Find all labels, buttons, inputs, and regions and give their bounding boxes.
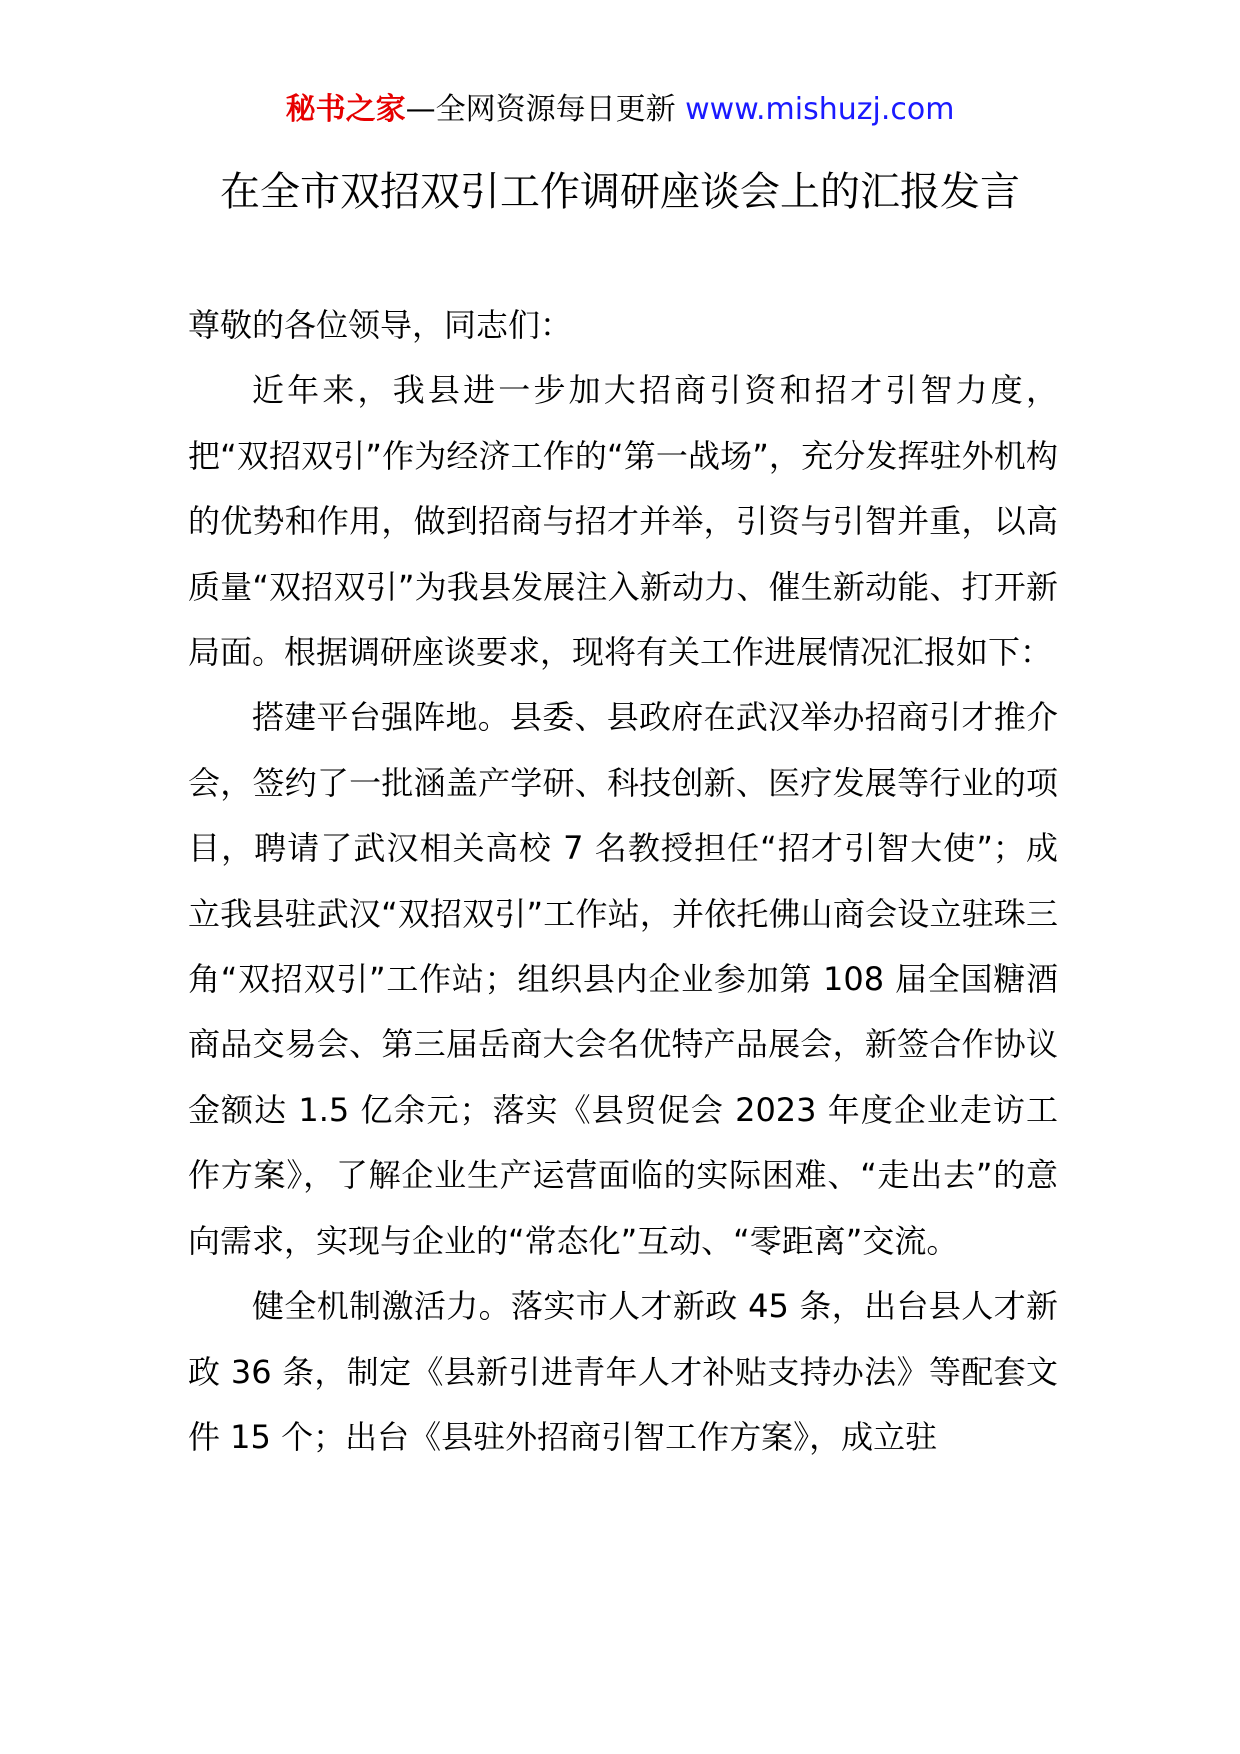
paragraph-mechanism: 健全机制激活力。落实市人才新政 45 条，出台县人才新政 36 条，制定《县新引进青年人才补贴支持办法》等配套文件 15 个；出台《县驻外招商引智工作方案》，成立驻 (188, 1287, 1058, 1456)
paragraph-intro: 近年来，我县进一步加大招商引资和招才引智力度，把“双招双引”作为经济工作的“第一战场”，充分发挥驻外机构的优势和作用，做到招商与招才并举，引资与引智并重，以高质量“双招双引”为我县发展注入新动力、催生新动能、打开新局面。根据调研座谈要求，现将有关工作进展情况汇报如下： (188, 371, 1058, 672)
banner-url-link[interactable]: www.mishuzj.com (685, 92, 955, 127)
site-banner (0, 90, 1240, 130)
banner-slogan: —全网资源每日更新 (405, 92, 676, 127)
salutation: 尊敬的各位领导，同志们： (188, 306, 573, 344)
document-title: 在全市双招双引工作调研座谈会上的汇报发言 (220, 169, 1020, 215)
document-body (188, 293, 1058, 1470)
paragraph-platform: 搭建平台强阵地。县委、县政府在武汉举办招商引才推介会，签约了一批涵盖产学研、科技创新、医疗发展等行业的项目，聘请了武汉相关高校 7 名教授担任“招才引智大使”；成立我县驻武汉“双招双引”工作站，并依托佛山商会设立驻珠三角“双招双引”工作站；组织县内企业参加第 108 届全国糖酒商品交易会、第三届岳商大会名优特产品展会，新签合作协议金额达 1.5 亿余元；落实《县贸促会 2023 年度企业走访工作方案》，了解企业生产运营面临的实际困难、“走出去”的意向需求，实现与企业的“常态化”互动、“零距离”交流。 (188, 698, 1058, 1260)
banner-brand: 秘书之家 (285, 92, 406, 127)
